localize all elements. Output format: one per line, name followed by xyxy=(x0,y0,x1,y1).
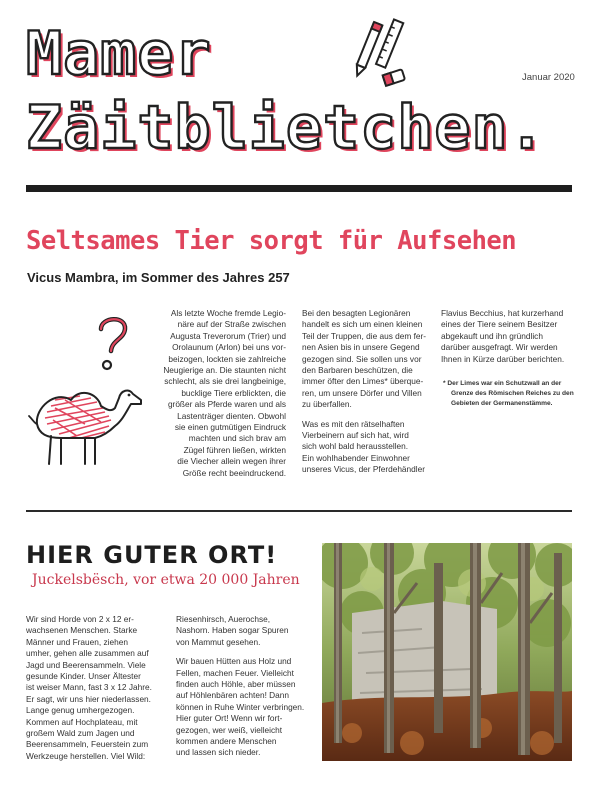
text-line: bucklige Tiere erblickten, die xyxy=(181,387,286,398)
masthead-rule xyxy=(26,185,572,192)
text-line: Bei den besagten Legionären xyxy=(302,308,411,318)
text-line: Lastenträger dienten. Obwohl xyxy=(177,410,286,421)
question-mark-icon xyxy=(92,313,134,375)
pencil-ruler-eraser-icon xyxy=(350,18,410,88)
text-line: Orolaunum (Arlon) bei uns vor- xyxy=(172,342,286,353)
text-line: finden auch Höhle, aber müssen xyxy=(176,679,296,690)
article1-column3 xyxy=(441,308,576,365)
text-line: Als letzte Woche fremde Legio- xyxy=(170,308,286,318)
article2-column1 xyxy=(26,614,166,762)
text-line: Männer und Frauen, ziehen xyxy=(26,636,128,647)
text-line: ren, um unsere Dörfer und Villen xyxy=(302,387,422,398)
text-line: gezogen sind. Sie sollen uns vor xyxy=(302,353,422,364)
text-line: schlecht, als sie drei langbeinige, xyxy=(164,376,286,387)
text-line: eines der Tiere seinem Besitzer xyxy=(441,319,558,330)
text-line: Beerensammeln, Feuerstein zum xyxy=(26,739,149,750)
paragraph xyxy=(176,614,314,648)
text-line: Größe recht beeindruckend. xyxy=(182,467,286,478)
forest-photo xyxy=(322,543,572,761)
text-line: Hier guter Ort! Wenn wir fort- xyxy=(176,713,283,724)
text-line: Ihnen in Kürze darüber berichten. xyxy=(441,353,565,364)
text-line: Wir bauen Hütten aus Holz und xyxy=(176,656,292,667)
text-line: machten und sich brav am xyxy=(188,433,286,444)
text-line: beizogen, lockten sie zahlreiche xyxy=(168,353,286,364)
text-line: Lange genug umhergezogen. xyxy=(26,705,135,716)
text-line: größer als Pferde waren und als xyxy=(167,399,286,410)
text-line: nen Asien bis in unsere Gegend xyxy=(302,342,420,353)
text-line: umher, gehen alle zusammen auf xyxy=(26,648,149,659)
text-line: großem Wald zum Jagen und xyxy=(26,728,135,739)
section-divider xyxy=(26,510,572,512)
text-line: Fellen, machen Feuer. Vielleicht xyxy=(176,667,294,678)
text-line: Augusta Treverorum (Trier) und xyxy=(170,330,286,341)
text-line: näre auf der Straße zwischen xyxy=(177,319,286,330)
text-line: Wir sind Horde von 2 x 12 er- xyxy=(26,614,134,624)
text-line: Kommen auf Hochplateau, mit xyxy=(26,716,138,727)
text-line: darüber ausgefragt. Wir werden xyxy=(441,342,558,353)
text-line: Was es mit den rätselhaften xyxy=(302,418,405,429)
text-line: kommen andere Menschen xyxy=(176,736,277,747)
text-line: Flavius Becchius, hat kurzerhand xyxy=(441,308,564,318)
text-line: Nashorn. Haben sogar Spuren xyxy=(176,625,289,636)
text-line: Zügel führen ließen, wirkten xyxy=(183,444,286,455)
issue-date: Januar 2020 xyxy=(522,72,575,83)
article1-column2 xyxy=(302,308,432,484)
text-line: sich wohl bald herausstellen. xyxy=(302,441,409,452)
footnote-line: Gebieten der Germanenstämme. xyxy=(451,400,553,407)
text-line: gesunde Kinder. Unser Ältester xyxy=(26,671,141,682)
text-line: Werkzeuge herstellen. Viel Wild: xyxy=(26,750,146,761)
paragraph xyxy=(302,308,432,411)
text-line: unseres Vicus, der Pferdehändler xyxy=(302,464,425,475)
text-line: Jagd und Beerensammeln. Viele xyxy=(26,659,146,670)
masthead-title-line2: Zäitblietchen. xyxy=(26,93,546,163)
text-line: sie einen gutmütigen Eindruck xyxy=(174,422,286,433)
text-line: Riesenhirsch, Auerochse, xyxy=(176,614,271,624)
footnote-line: Grenze des Römischen Reiches zu den xyxy=(451,390,574,397)
text-line: gezogen, wer weiß, vielleicht xyxy=(176,724,283,735)
text-line: Ein wohlhabender Einwohner xyxy=(302,452,410,463)
text-line: auf Höhlenbären achten! Dann xyxy=(176,690,290,701)
article2-column2 xyxy=(176,614,314,767)
article1-column1 xyxy=(152,308,286,479)
article2-subhead: Juckelsbësch, vor etwa 20 000 Jahren xyxy=(32,572,300,588)
paragraph xyxy=(302,419,432,476)
text-line: ist weiser Mann, fast 3 x 12 Jahre. xyxy=(26,682,152,693)
paragraph xyxy=(176,656,314,759)
text-line: Neugierige an. Die staunten nicht xyxy=(163,365,286,376)
text-line: Er sagt, wir uns hier niederlassen. xyxy=(26,693,151,704)
footnote-line: * Der Limes war ein Schutzwall an der xyxy=(443,380,562,387)
text-line: von Mammut gesehen. xyxy=(176,636,261,647)
text-line: können in Ruhe Winter verbringen. xyxy=(176,701,305,712)
camel-illustration xyxy=(25,380,150,475)
text-line: wachsenen Menschen. Starke xyxy=(26,625,138,636)
limes-footnote xyxy=(443,379,578,409)
article1-subhead: Vicus Mambra, im Sommer des Jahres 257 xyxy=(27,270,290,285)
masthead-title-line1: Mamer xyxy=(26,19,212,89)
article2-headline: HIER GUTER ORT! xyxy=(26,541,278,569)
text-line: zu überfallen. xyxy=(302,399,352,410)
text-line: Teil der Truppen, die aus dem fer- xyxy=(302,330,427,341)
text-line: Vierbeinern auf sich hat, wird xyxy=(302,430,409,441)
text-line: handelt es sich um einen kleinen xyxy=(302,319,423,330)
text-line: immer öfter den Limes* überque- xyxy=(302,376,424,387)
article1-headline: Seltsames Tier sorgt für Aufsehen xyxy=(26,226,517,256)
text-line: abgekauft und ihn gründlich xyxy=(441,330,543,341)
text-line: die Viecher allein wegen ihrer xyxy=(177,456,286,467)
text-line: den Barbaren beschützen, die xyxy=(302,365,413,376)
text-line: und lassen sich nieder. xyxy=(176,747,261,758)
